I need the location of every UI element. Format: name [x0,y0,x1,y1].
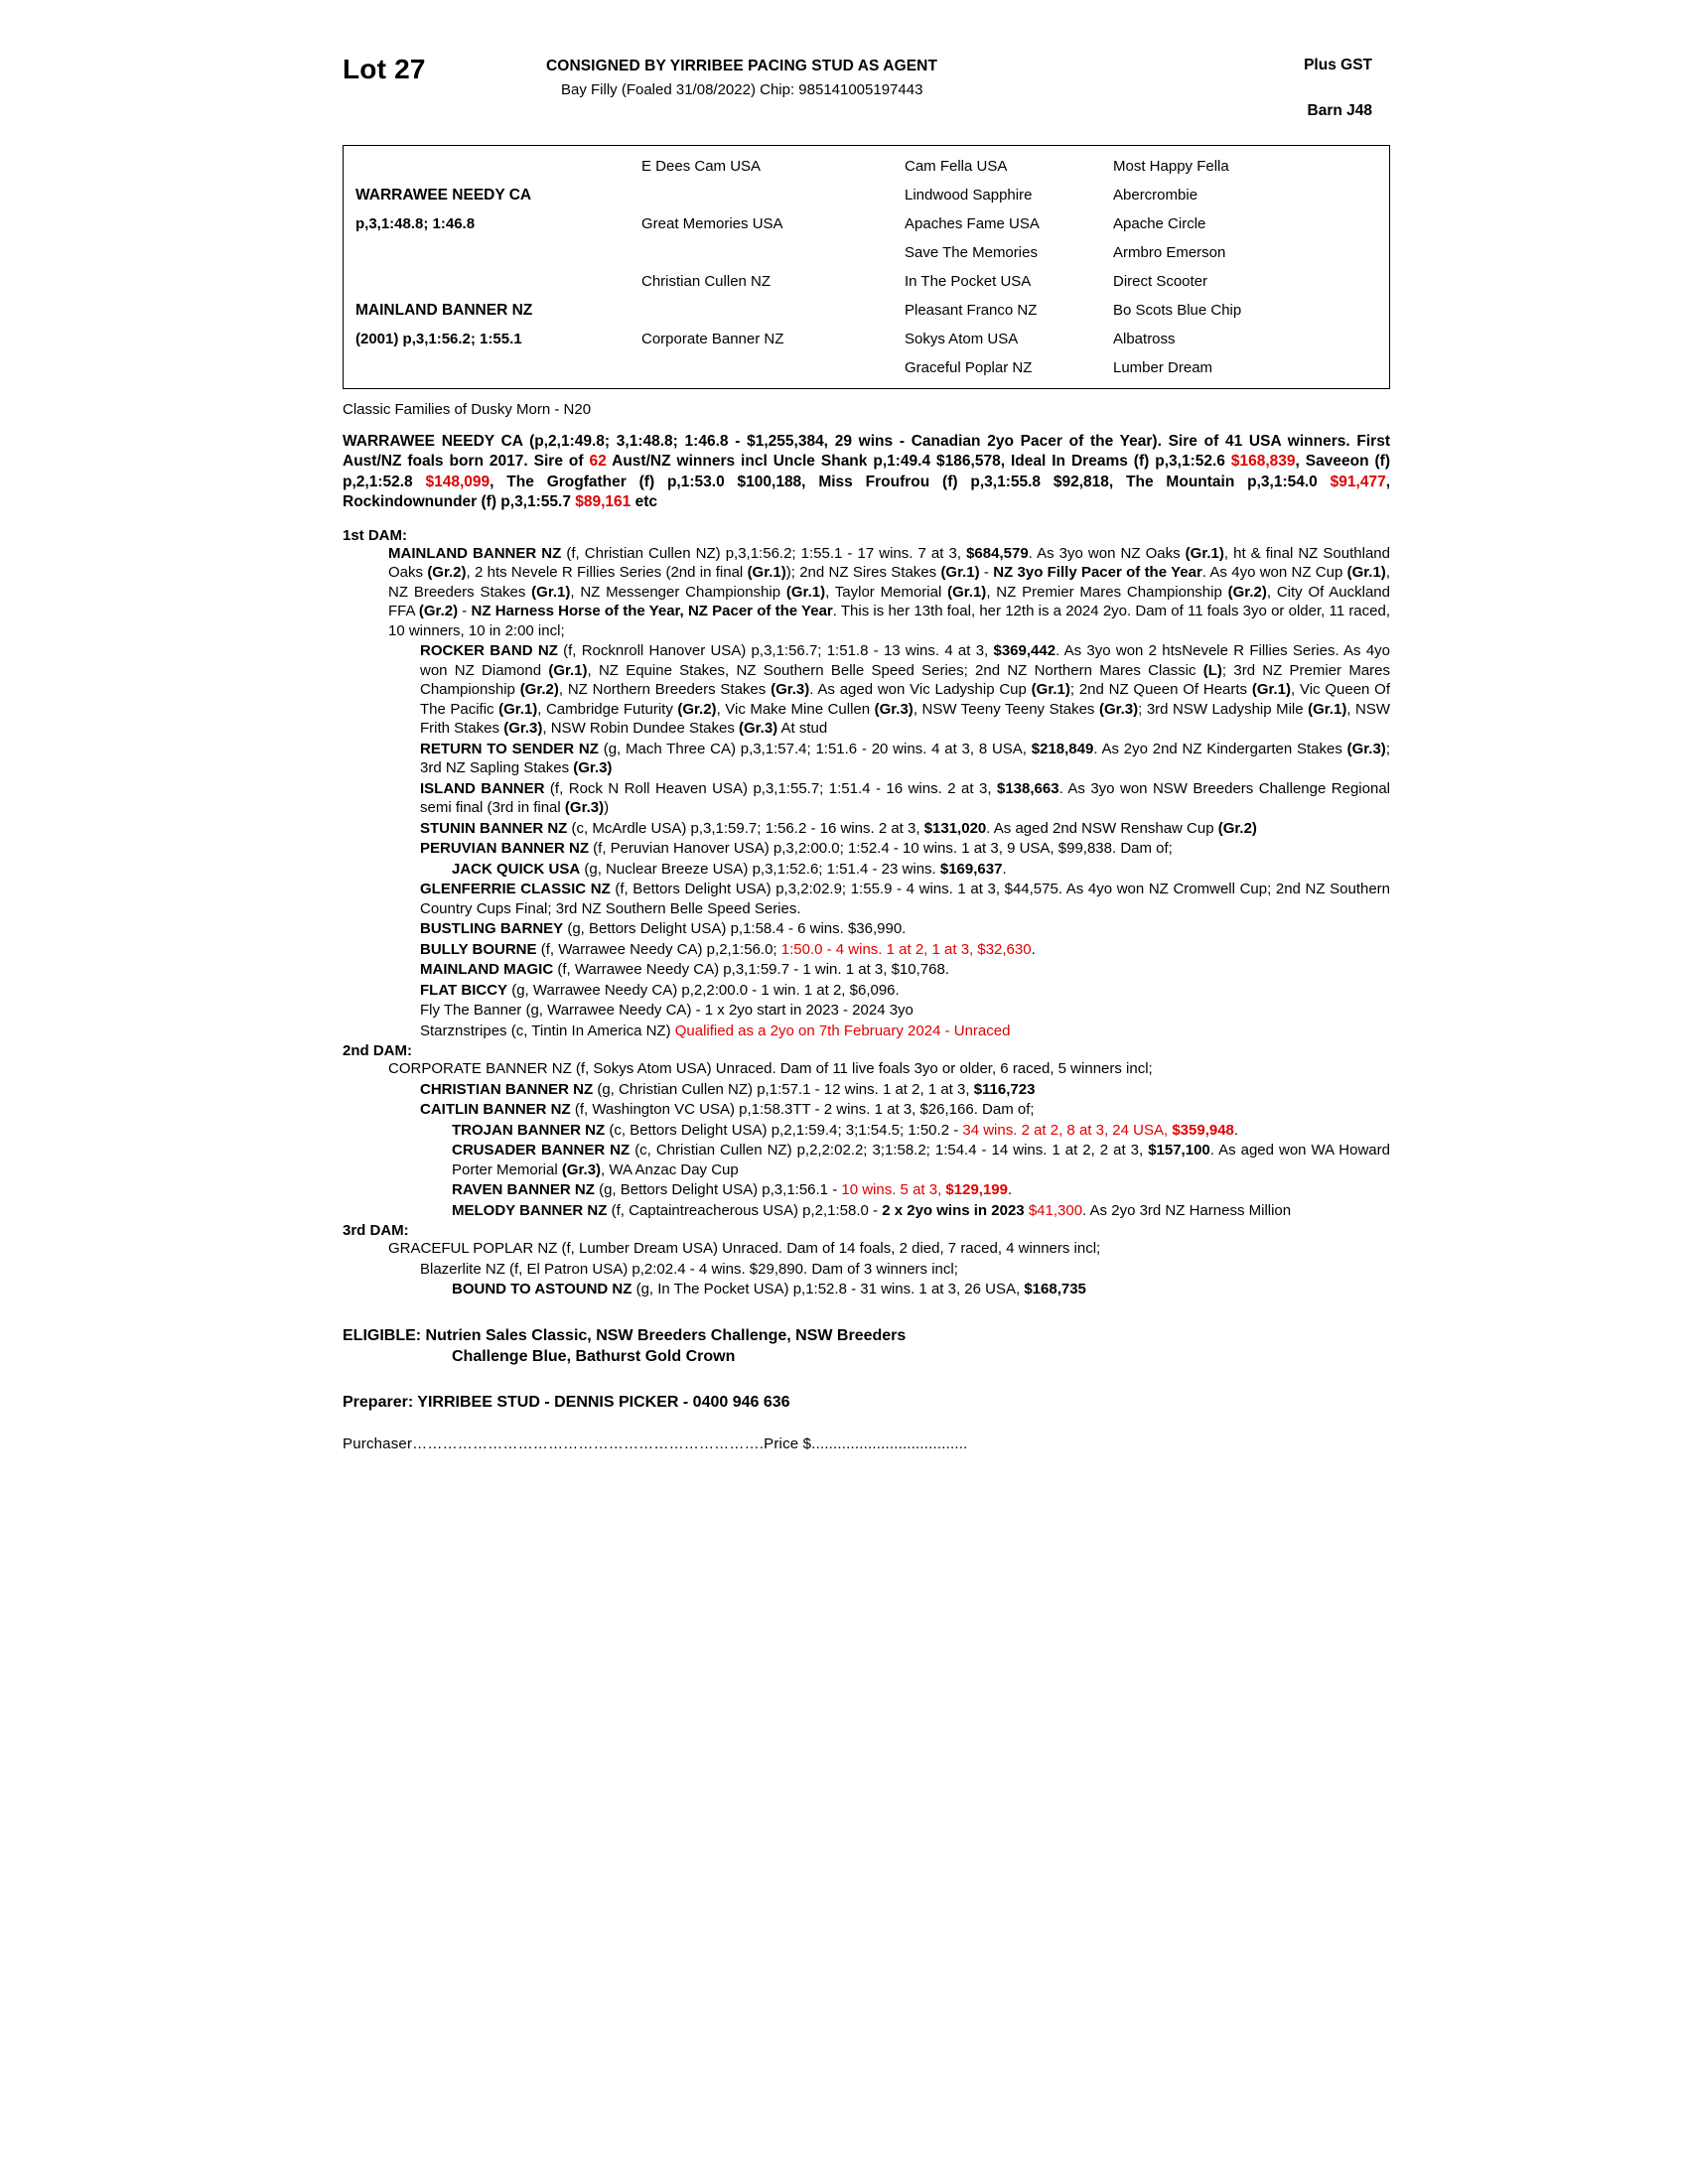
sire-gp-2: Lindwood Sapphire [905,187,1033,204]
sire-name: WARRAWEE NEEDY CA [355,186,532,204]
dam-ggp-3: Albatross [1113,331,1176,347]
entry-horse-name: BOUND TO ASTOUND NZ [452,1281,633,1298]
barn-label: Barn J48 [1307,102,1372,119]
pedigree-entry: Fly The Banner (g, Warrawee Needy CA) - 1 x 2yo start in 2023 - 2024 3yo [420,1002,914,1020]
pedigree-entry: JACK QUICK USA (g, Nuclear Breeze USA) p,3,1:52.6; 1:51.4 - 23 wins. $169,637. [452,860,1007,878]
pedigree-entry: BULLY BOURNE (f, Warrawee Needy CA) p,2,1:56.0; 1:50.0 - 4 wins. 1 at 2, 1 at 3, $32,630. [420,940,1036,958]
eligible-line-1: ELIGIBLE: Nutrien Sales Classic, NSW Breeders Challenge, NSW Breeders [343,1326,907,1344]
sire-ggp-2: Abercrombie [1113,187,1198,204]
purchaser-line: Purchaser…………………………………………………………….Price $.................................... [343,1435,968,1452]
pedigree-entry: GLENFERRIE CLASSIC NZ (f, Bettors Delight USA) p,3,2:02.9; 1:55.9 - 4 wins. 1 at 3, $44,575. As 4yo won NZ Cromwell Cup; 2nd NZ Southern Country Cups Final; 3rd NZ Southern Belle Speed Series. [420,881,1391,917]
pedigree-entry: MAINLAND BANNER NZ (f, Christian Cullen NZ) p,3,1:56.2; 1:55.1 - 17 wins. 7 at 3, $684,579. As 3yo won NZ Oaks (Gr.1), ht & final NZ Southland Oaks (Gr.2), 2 hts Nevele R Fillies Series (2nd in final (Gr.1)); 2nd NZ Sires Stakes (Gr.1) - NZ 3yo Filly Pacer of the Year. As 4yo won NZ Cup (Gr.1), NZ Breeders Stakes (Gr.1), NZ Messenger Championship (Gr.1), Taylor Memorial (Gr.1), NZ Premier Mares Championship (Gr.2), City Of Auckland FFA (Gr.2) - NZ Harness Horse of the Year, NZ Pacer of the Year. This is her 13th foal, her 12th is a 2024 2yo. Dam of 11 foals 3yo or older, 11 raced, 10 winners, 10 in 2:00 incl; [388,544,1391,639]
eligible-block [343,1325,1390,1368]
pedigree-entry: BUSTLING BARNEY (g, Bettors Delight USA) p,1:58.4 - 6 wins. $36,990. [420,920,907,938]
sire-para-part-6: etc [631,493,657,511]
plus-gst-label: Plus GST [1304,57,1372,73]
dam-heading: 3rd DAM: [343,1222,409,1240]
lot-number: Lot 27 [343,54,426,84]
entry-horse-name: MELODY BANNER NZ [452,1201,608,1219]
pedigree-table [343,145,1390,389]
pedigree-entry: FLAT BICCY (g, Warrawee Needy CA) p,2,2:00.0 - 1 win. 1 at 2, $6,096. [420,981,900,999]
dam-sire: Christian Cullen NZ [641,273,772,290]
dam-ggp-4: Lumber Dream [1113,359,1213,376]
sire-ggp-4: Armbro Emerson [1113,244,1226,261]
pedigree-entry: STUNIN BANNER NZ (c, McArdle USA) p,3,1:59.7; 1:56.2 - 16 wins. 2 at 3, $131,020. As aged 2nd NSW Renshaw Cup (Gr.2) [420,819,1257,837]
classic-families-line: Classic Families of Dusky Morn - N20 [343,401,592,418]
sire-gp-3: Apaches Fame USA [905,215,1040,232]
sire-para-part-4: , The Grogfather (f) p,1:53.0 $100,188, Miss Froufrou (f) p,3,1:55.8 $92,818, The Mountain p,3,1:54.0 [490,473,1331,490]
pedigree-entry: MAINLAND MAGIC (f, Warrawee Needy CA) p,3,1:59.7 - 1 win. 1 at 3, $10,768. [420,961,949,979]
entry-horse-name: TROJAN BANNER NZ [452,1121,606,1139]
entry-horse-name: ROCKER BAND NZ [420,642,558,660]
dam-dam: Corporate Banner NZ [641,331,784,347]
sire-record: p,3,1:48.8; 1:46.8 [355,215,476,232]
pedigree-entry: CRUSADER BANNER NZ (c, Christian Cullen NZ) p,2,2:02.2; 3;1:58.2; 1:54.4 - 14 wins. 1 at 2, 2 at 3, $157,100. As aged won WA Howard Porter Memorial (Gr.3), WA Anzac Day Cup [452,1142,1390,1178]
pedigree-entry: CORPORATE BANNER NZ (f, Sokys Atom USA) Unraced. Dam of 11 live foals 3yo or older, 6 raced, 5 winners incl; [388,1060,1153,1078]
dam-name: MAINLAND BANNER NZ [355,301,533,319]
pedigree-entry: MELODY BANNER NZ (f, Captaintreacherous USA) p,2,1:58.0 - 2 x 2yo wins in 2023 $41,300. As 2yo 3rd NZ Harness Million [452,1201,1292,1219]
entry-horse-name: JACK QUICK USA [452,860,581,878]
sire-gp-1: Cam Fella USA [905,158,1008,175]
dam-gp-3: Sokys Atom USA [905,331,1019,347]
entry-horse-name: RAVEN BANNER NZ [452,1181,595,1199]
sire-para-part-1: WARRAWEE NEEDY CA (p,2,1:49.8; 3,1:48.8; 1:46.8 - $1,255,384, 29 wins - Canadian 2yo Pacer of the Year). Sire of 41 USA winners. First Aust/NZ foals born 2017. Sire of [343,433,1390,471]
pedigree-entry: TROJAN BANNER NZ (c, Bettors Delight USA) p,2,1:59.4; 3;1:54.5; 1:50.2 - 34 wins. 2 at 2, 8 at 3, 24 USA, $359,948. [452,1121,1239,1139]
dam-heading: 1st DAM: [343,526,408,544]
pedigree-entry: ISLAND BANNER (f, Rock N Roll Heaven USA) p,3,1:55.7; 1:51.4 - 16 wins. 2 at 3, $138,663. As 3yo won NSW Breeders Challenge Regional semi final (3rd in final (Gr.3)) [420,779,1390,817]
sire-para-part-5: , Rockindownunder (f) p,3,1:55.7 [343,473,1390,511]
sire-para-part-2: Aust/NZ winners incl Uncle Shank p,1:49.4 $186,578, Ideal In Dreams (f) p,3,1:52.6 [606,453,1231,471]
pedigree-entry: RETURN TO SENDER NZ (g, Mach Three CA) p,3,1:57.4; 1:51.6 - 20 wins. 4 at 3, 8 USA, $218,849. As 2yo 2nd NZ Kindergarten Stakes (Gr.3); 3rd NZ Sapling Stakes (Gr.3) [420,740,1390,777]
sire-gp-4: Save The Memories [905,244,1038,261]
dam-gp-1: In The Pocket USA [905,273,1032,290]
pedigree-entry: PERUVIAN BANNER NZ (f, Peruvian Hanover USA) p,3,2:00.0; 1:52.4 - 10 wins. 1 at 3, 9 USA, $99,838. Dam of; [420,840,1173,858]
entry-horse-name: PERUVIAN BANNER NZ [420,840,590,858]
sire-summary-paragraph [343,432,1390,513]
entry-horse-name: RETURN TO SENDER NZ [420,740,599,757]
pedigree-entry: Blazerlite NZ (f, El Patron USA) p,2:02.4 - 4 wins. $29,890. Dam of 3 winners incl; [420,1260,958,1278]
entry-horse-name: CRUSADER BANNER NZ [452,1142,631,1160]
sire-ggp-3: Apache Circle [1113,215,1206,232]
consignor-line: CONSIGNED BY YIRRIBEE PACING STUD AS AGENT [546,58,938,74]
pedigree-sire-block [344,152,1389,267]
entry-horse-name: CHRISTIAN BANNER NZ [420,1080,594,1098]
pedigree-entry: ROCKER BAND NZ (f, Rocknroll Hanover USA) p,3,1:56.7; 1:51.8 - 13 wins. 4 at 3, $369,442. As 3yo won 2 htsNevele R Fillies Series. As 4yo won NZ Diamond (Gr.1), NZ Equine Stakes, NZ Southern Belle Speed Series; 2nd NZ Northern Mares Classic (L); 3rd NZ Premier Mares Championship (Gr.2), NZ Northern Breeders Stakes (Gr.3). As aged won Vic Ladyship Cup (Gr.1); 2nd NZ Queen Of Hearts (Gr.1), Vic Queen Of The Pacific (Gr.1), Cambridge Futurity (Gr.2), Vic Make Mine Cullen (Gr.3), NSW Teeny Teeny Stakes (Gr.3); 3rd NSW Ladyship Mile (Gr.1), NSW Frith Stakes (Gr.3), NSW Robin Dundee Stakes (Gr.3) At stud [420,642,1391,738]
entry-horse-name: BULLY BOURNE [420,940,537,958]
sire-para-part-3: , Saveeon (f) p,2,1:52.8 [343,453,1390,490]
pedigree-entry: RAVEN BANNER NZ (g, Bettors Delight USA) p,3,1:56.1 - 10 wins. 5 at 3, $129,199. [452,1181,1013,1199]
dam-gp-2: Pleasant Franco NZ [905,302,1038,319]
pedigree-entry: Starznstripes (c, Tintin In America NZ) Qualified as a 2yo on 7th February 2024 - Unraced [420,1022,1011,1039]
entry-horse-name: GLENFERRIE CLASSIC NZ [420,881,611,898]
pedigree-entry: GRACEFUL POPLAR NZ (f, Lumber Dream USA) Unraced. Dam of 14 foals, 2 died, 7 raced, 4 winners incl; [388,1240,1101,1258]
sire-dam: Great Memories USA [641,215,783,232]
preparer-line: Preparer: YIRRIBEE STUD - DENNIS PICKER - 0400 946 636 [343,1394,790,1411]
subject-line: Bay Filly (Foaled 31/08/2022) Chip: 985141005197443 [561,81,923,98]
entry-horse-name: MAINLAND MAGIC [420,961,554,979]
pedigree-entry: CAITLIN BANNER NZ (f, Washington VC USA) p,1:58.3TT - 2 wins. 1 at 3, $26,166. Dam of; [420,1101,1035,1119]
dam-gp-4: Graceful Poplar NZ [905,359,1033,376]
entry-horse-name: CAITLIN BANNER NZ [420,1101,571,1119]
page-header [343,48,1390,137]
sire-para-red-1: 62 [589,453,607,471]
entry-horse-name: STUNIN BANNER NZ [420,819,568,837]
sire-para-red-3: $148,099 [425,473,491,490]
dam-ggp-2: Bo Scots Blue Chip [1113,302,1242,319]
pedigree-entry: CHRISTIAN BANNER NZ (g, Christian Cullen NZ) p,1:57.1 - 12 wins. 1 at 2, 1 at 3, $116,723 [420,1080,1036,1098]
dam-heading: 2nd DAM: [343,1042,412,1060]
sire-para-red-2: $168,839 [1230,453,1296,471]
entry-horse-name: BUSTLING BARNEY [420,920,564,938]
entry-horse-name: ISLAND BANNER [420,779,545,797]
eligible-line-2: Challenge Blue, Bathurst Gold Crown [452,1348,736,1366]
pedigree-entry: BOUND TO ASTOUND NZ (g, In The Pocket USA) p,1:52.8 - 31 wins. 1 at 3, 26 USA, $168,735 [452,1281,1086,1298]
dam-ggp-1: Direct Scooter [1113,273,1208,290]
entry-horse-name: MAINLAND BANNER NZ [388,544,562,562]
dam-sections [343,527,1390,1299]
sire-ggp-1: Most Happy Fella [1113,158,1229,175]
dam-record: (2001) p,3,1:56.2; 1:55.1 [355,331,522,347]
entry-horse-name: FLAT BICCY [420,981,508,999]
pedigree-dam-block [344,267,1389,382]
sire-para-red-5: $89,161 [575,493,632,511]
sire-para-red-4: $91,477 [1330,473,1386,490]
sire-sire: E Dees Cam USA [641,158,762,175]
